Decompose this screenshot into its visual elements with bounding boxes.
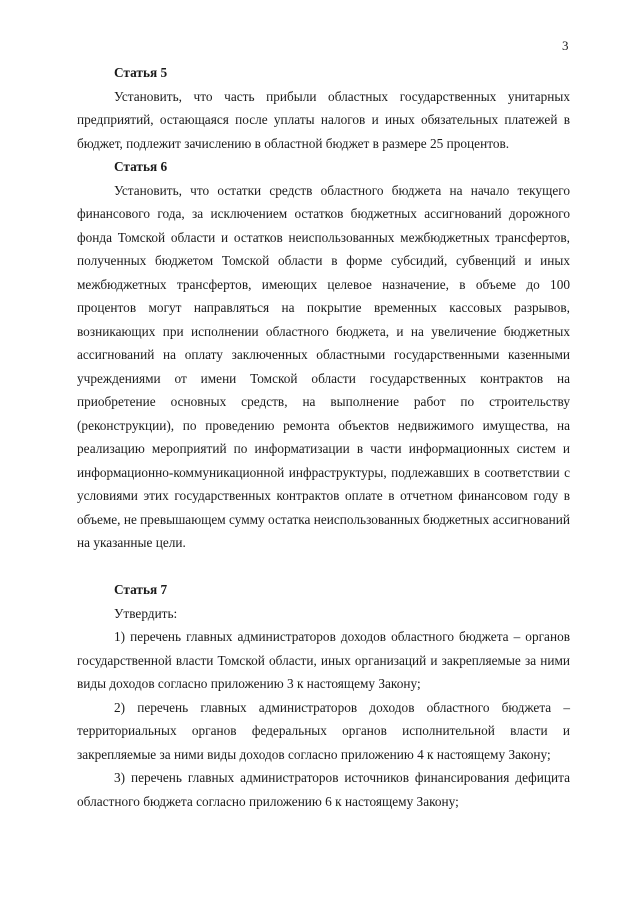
document-body [77, 61, 570, 813]
article-6 [77, 155, 570, 555]
article-5-heading: Статья 5 [114, 65, 168, 80]
page-number: 3 [562, 38, 569, 53]
article-7-item-3: 3) перечень главных администраторов источников финансирования дефицита областного бюджета согласно приложению 6 к настоящему Закону; [77, 770, 570, 809]
article-7-intro: Утвердить: [114, 605, 178, 621]
article-7-item-1: 1) перечень главных администраторов доходов областного бюджета – органов государственной власти Томской области, иных организаций и закрепляемые за ними виды доходов согласно приложению 3 к настоящему Закону; [77, 629, 570, 691]
article-6-text: Установить, что остатки средств областного бюджета на начало текущего финансового года, за исключением остатков бюджетных ассигнований дорожного фонда Томской области и остатков неиспользованных межбюджетных трансфертов, полученных бюджетом Томской области в форме субсидий, субвенций и иных межбюджетных трансфертов, имеющих целевое назначение, в объеме до 100 процентов могут направляться на покрытие временных кассовых разрывов, возникающих при исполнении областного бюджета, и на увеличение бюджетных ассигнований на оплату заключенных областными государственными казенными учреждениями от имени Томской области государственных контрактов на приобретение основных средств, на выполнение работ по строительству (реконструкции), по проведению ремонта объектов недвижимого имущества, на реализацию мероприятий по информатизации в части информационных систем и информационно-коммуникационной инфраструктуры, подлежавших в соответствии с условиями этих государственных контрактов оплате в отчетном финансовом году в объеме, не превышающем сумму остатка неиспользованных бюджетных ассигнований на указанные цели. [77, 182, 570, 550]
article-5 [77, 61, 570, 155]
section-spacer [77, 555, 570, 579]
article-5-text: Установить, что часть прибыли областных государственных унитарных предприятий, остающаяся после уплаты налогов и иных обязательных платежей в бюджет, подлежит зачислению в областной бюджет в размере 25 процентов. [77, 88, 570, 151]
article-7-item-2: 2) перечень главных администраторов доходов областного бюджета – территориальных органов федеральных органов исполнительной власти и закрепляемые за ними виды доходов согласно приложению 4 к настоящему Закону; [77, 699, 570, 762]
article-6-heading: Статья 6 [114, 159, 168, 174]
article-7-heading: Статья 7 [114, 582, 168, 597]
article-7 [77, 578, 570, 813]
